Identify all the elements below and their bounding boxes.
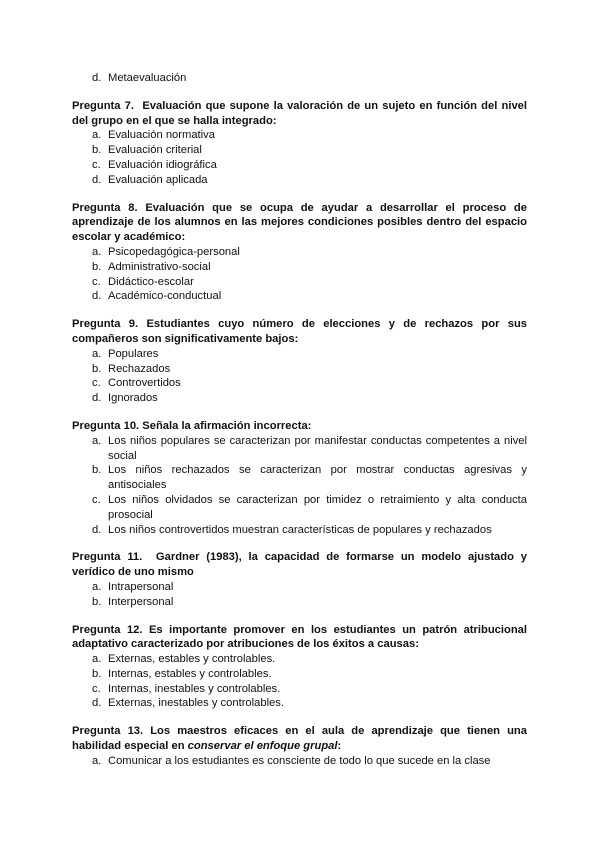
answer-option bbox=[92, 173, 527, 188]
question-13 bbox=[72, 724, 527, 768]
question-number: Pregunta 10. bbox=[72, 419, 140, 432]
question-8 bbox=[72, 201, 527, 305]
answer-option bbox=[92, 289, 527, 304]
answer-option bbox=[92, 275, 527, 290]
answer-option bbox=[92, 493, 527, 523]
option-letter: a. bbox=[92, 580, 102, 593]
option-text: Los niños populares se caracterizan por manifestar conductas competentes a nivel social bbox=[108, 434, 527, 462]
question-title bbox=[72, 623, 527, 653]
answer-option bbox=[92, 362, 527, 377]
question-number: Pregunta 7. bbox=[72, 99, 134, 112]
answer-option bbox=[92, 463, 527, 493]
option-text: Ignorados bbox=[108, 392, 158, 405]
question-suffix: : bbox=[337, 740, 342, 753]
answer-option bbox=[92, 260, 527, 275]
option-text: Evaluación normativa bbox=[108, 129, 215, 142]
option-letter: d. bbox=[92, 392, 102, 405]
option-text: Interpersonal bbox=[108, 595, 174, 608]
option-text: Comunicar a los estudiantes es consciente de todo lo que sucede en la clase bbox=[108, 754, 491, 767]
question-12 bbox=[72, 623, 527, 712]
question-number: Pregunta 8. bbox=[72, 201, 138, 214]
option-letter: c. bbox=[92, 158, 101, 171]
option-letter: a. bbox=[92, 653, 102, 666]
option-letter: c. bbox=[92, 377, 101, 390]
option-text: Administrativo-social bbox=[108, 260, 211, 273]
option-text: Evaluación criterial bbox=[108, 144, 202, 157]
question-text: Los maestros eficaces en el aula de aprendizaje que tienen una habilidad especial en bbox=[72, 725, 527, 753]
question-title bbox=[72, 724, 527, 754]
answer-option bbox=[92, 143, 527, 158]
option-text: Populares bbox=[108, 347, 159, 360]
option-text: Externas, estables y controlables. bbox=[108, 653, 276, 666]
option-text: Rechazados bbox=[108, 362, 171, 375]
question-title bbox=[72, 550, 527, 580]
option-letter: a. bbox=[92, 129, 102, 142]
question-text: Señala la afirmación incorrecta: bbox=[142, 419, 312, 432]
answer-option bbox=[92, 580, 527, 595]
question-title bbox=[72, 201, 527, 245]
option-text: Internas, estables y controlables. bbox=[108, 667, 272, 680]
option-text: Los niños rechazados se caracterizan por mostrar conductas agresivas y antisociales bbox=[108, 464, 527, 492]
option-text: Evaluación aplicada bbox=[108, 173, 208, 186]
option-letter: d. bbox=[92, 523, 102, 536]
answer-option bbox=[92, 667, 527, 682]
option-text: Intrapersonal bbox=[108, 580, 174, 593]
option-text: Psicopedagógica-personal bbox=[108, 245, 240, 258]
question-number: Pregunta 11. bbox=[72, 551, 143, 564]
option-letter: d. bbox=[92, 697, 102, 710]
option-letter: a. bbox=[92, 347, 102, 360]
option-text: Controvertidos bbox=[108, 377, 181, 390]
answer-option bbox=[92, 434, 527, 464]
option-text: Didáctico-escolar bbox=[108, 275, 194, 288]
answer-option bbox=[92, 523, 527, 538]
document-page bbox=[72, 71, 527, 782]
option-text: Los niños olvidados se caracterizan por timidez o retraimiento y alta conducta prosocial bbox=[108, 493, 527, 521]
answer-option bbox=[92, 347, 527, 362]
answer-option bbox=[92, 158, 527, 173]
answer-option bbox=[92, 696, 527, 711]
question-title bbox=[72, 317, 527, 347]
question-text: Gardner (1983), la capacidad de formarse un modelo ajustado y verídico de uno mismo bbox=[72, 551, 527, 579]
option-letter: d. bbox=[92, 72, 102, 84]
option-letter: c. bbox=[92, 493, 101, 506]
question-11 bbox=[72, 550, 527, 609]
option-letter: a. bbox=[92, 754, 102, 767]
option-letter: b. bbox=[92, 464, 102, 477]
option-text: Metaevaluación bbox=[108, 72, 187, 84]
option-text: Los niños controvertidos muestran características de populares y rechazados bbox=[108, 523, 492, 536]
answer-option bbox=[92, 754, 527, 769]
answer-option bbox=[92, 391, 527, 406]
answer-option bbox=[92, 71, 527, 86]
option-letter: c. bbox=[92, 682, 101, 695]
question-text: Evaluación que supone la valoración de un sujeto en función del nivel del grupo en el que se halla integrado: bbox=[72, 99, 527, 127]
question-number: Pregunta 13. bbox=[72, 725, 144, 738]
option-letter: c. bbox=[92, 275, 101, 288]
option-letter: b. bbox=[92, 362, 102, 375]
option-text: Externas, inestables y controlables. bbox=[108, 697, 284, 710]
previous-question-tail bbox=[72, 71, 527, 86]
answer-option bbox=[92, 245, 527, 260]
option-letter: b. bbox=[92, 595, 102, 608]
question-10 bbox=[72, 419, 527, 537]
question-9 bbox=[72, 317, 527, 406]
question-text: Estudiantes cuyo número de elecciones y de rechazos por sus compañeros son significativamente bajos: bbox=[72, 318, 528, 345]
option-letter: a. bbox=[92, 434, 102, 447]
answer-option bbox=[92, 682, 527, 697]
question-title bbox=[72, 99, 527, 129]
option-letter: a. bbox=[92, 245, 102, 258]
answer-option bbox=[92, 652, 527, 667]
option-letter: b. bbox=[92, 144, 102, 157]
answer-option bbox=[92, 376, 527, 391]
option-letter: b. bbox=[92, 260, 102, 273]
question-text: Evaluación que se ocupa de ayudar a desarrollar el proceso de aprendizaje de los alumnos en las mejores condiciones posibles dentro del espacio escolar y académico: bbox=[72, 201, 527, 244]
question-7 bbox=[72, 99, 527, 188]
option-letter: b. bbox=[92, 667, 102, 680]
question-text: Es importante promover en los estudiantes un patrón atribucional adaptativo caracterizado por atribuciones de los éxitos a causas: bbox=[72, 623, 527, 651]
question-number: Pregunta 12. bbox=[72, 623, 143, 636]
question-emphasis: conservar el enfoque grupal bbox=[187, 740, 338, 753]
answer-option bbox=[92, 595, 527, 610]
option-text: Académico-conductual bbox=[108, 290, 222, 303]
option-text: Evaluación idiográfica bbox=[108, 158, 217, 171]
answer-option bbox=[92, 128, 527, 143]
option-letter: d. bbox=[92, 173, 102, 186]
option-letter: d. bbox=[92, 290, 102, 303]
option-text: Internas, inestables y controlables. bbox=[108, 682, 281, 695]
question-number: Pregunta 9. bbox=[72, 318, 139, 331]
question-title bbox=[72, 419, 527, 434]
